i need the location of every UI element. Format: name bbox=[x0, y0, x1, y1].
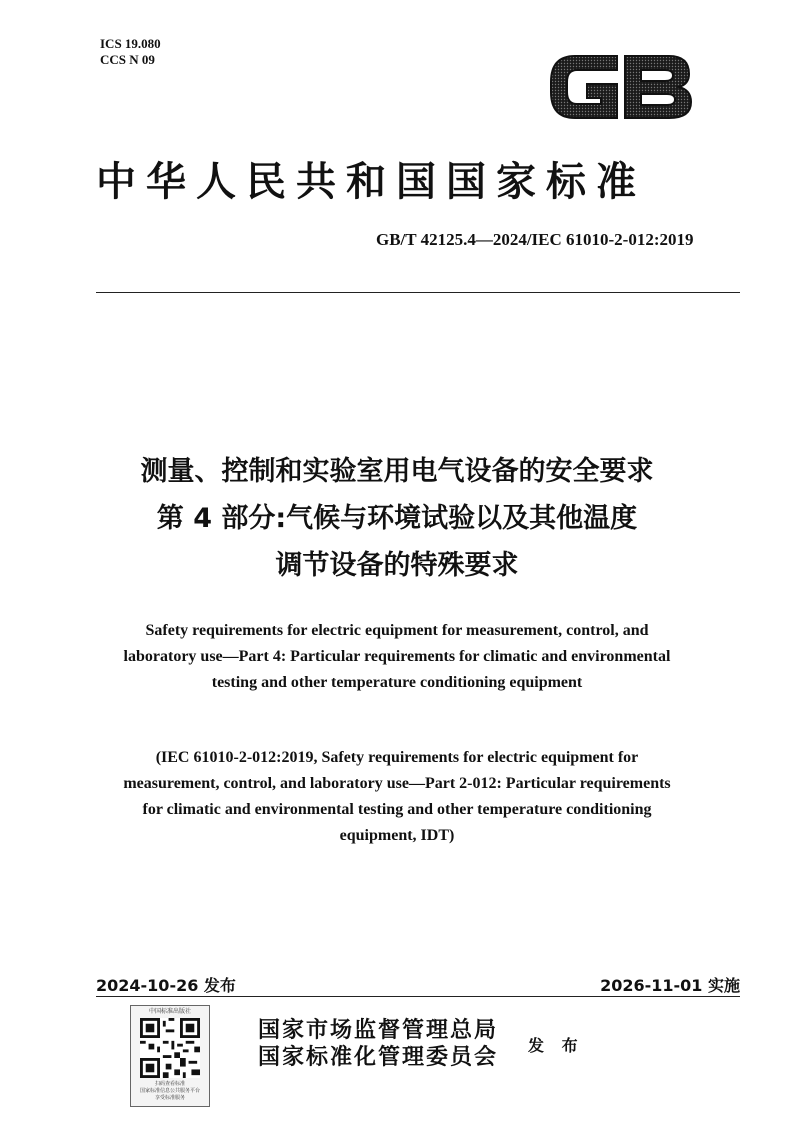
qr-header: 中国标准出版社 bbox=[148, 1008, 191, 1015]
gb-logo-icon bbox=[545, 44, 695, 128]
iec-reference-line: (IEC 61010-2-012:2019, Safety requirements for electric equipment for bbox=[155, 749, 639, 766]
qr-footer-line: 享受标准服务 bbox=[154, 1095, 185, 1101]
qr-sticker bbox=[130, 1005, 210, 1107]
ics-code: ICS 19.080 bbox=[100, 36, 161, 51]
english-title-line: Safety requirements for electric equipment for measurement, control, and bbox=[145, 622, 649, 639]
standard-number: GB/T 42125.4—2024/IEC 61010-2-012:2019 bbox=[376, 230, 694, 249]
iec-reference-line: for climatic and environmental testing and other temperature conditioning bbox=[142, 801, 652, 818]
chinese-title-line: 调节设备的特殊要求 bbox=[275, 550, 519, 581]
qr-footer bbox=[132, 1081, 208, 1102]
iec-reference bbox=[60, 745, 734, 849]
issue-date: 2024-10-26 发布 bbox=[96, 976, 236, 995]
publish-label: 发 布 bbox=[528, 1036, 584, 1055]
english-title-line: laboratory use—Part 4: Particular requirements for climatic and environmental bbox=[123, 648, 671, 665]
iec-reference-line: equipment, IDT) bbox=[339, 827, 455, 844]
english-title-line: testing and other temperature conditioning equipment bbox=[211, 674, 583, 691]
qr-code-icon[interactable] bbox=[140, 1018, 200, 1078]
issuer-samr: 国家市场监督管理总局 bbox=[258, 1017, 499, 1043]
header-divider bbox=[96, 292, 740, 293]
classification-codes bbox=[100, 36, 161, 68]
effective-date: 2026-11-01 实施 bbox=[600, 976, 740, 995]
chinese-title bbox=[60, 448, 734, 589]
footer-divider bbox=[96, 996, 740, 997]
chinese-title-line: 第 4 部分:气候与环境试验以及其他温度 bbox=[156, 503, 638, 534]
english-title bbox=[60, 618, 734, 696]
chinese-title-line: 测量、控制和实验室用电气设备的安全要求 bbox=[140, 456, 654, 487]
standard-type-heading: 中华人民共和国国家标准 bbox=[96, 159, 646, 205]
issuing-authorities bbox=[258, 1017, 498, 1071]
iec-reference-line: measurement, control, and laboratory use—Part 2-012: Particular requirements bbox=[123, 775, 671, 792]
ccs-code: CCS N 09 bbox=[100, 52, 155, 67]
issuer-sac: 国家标准化管理委员会 bbox=[258, 1044, 499, 1070]
qr-footer-line: 扫码查看标准 bbox=[154, 1081, 185, 1087]
qr-footer-line: 国家标准信息公共服务平台 bbox=[139, 1088, 200, 1094]
